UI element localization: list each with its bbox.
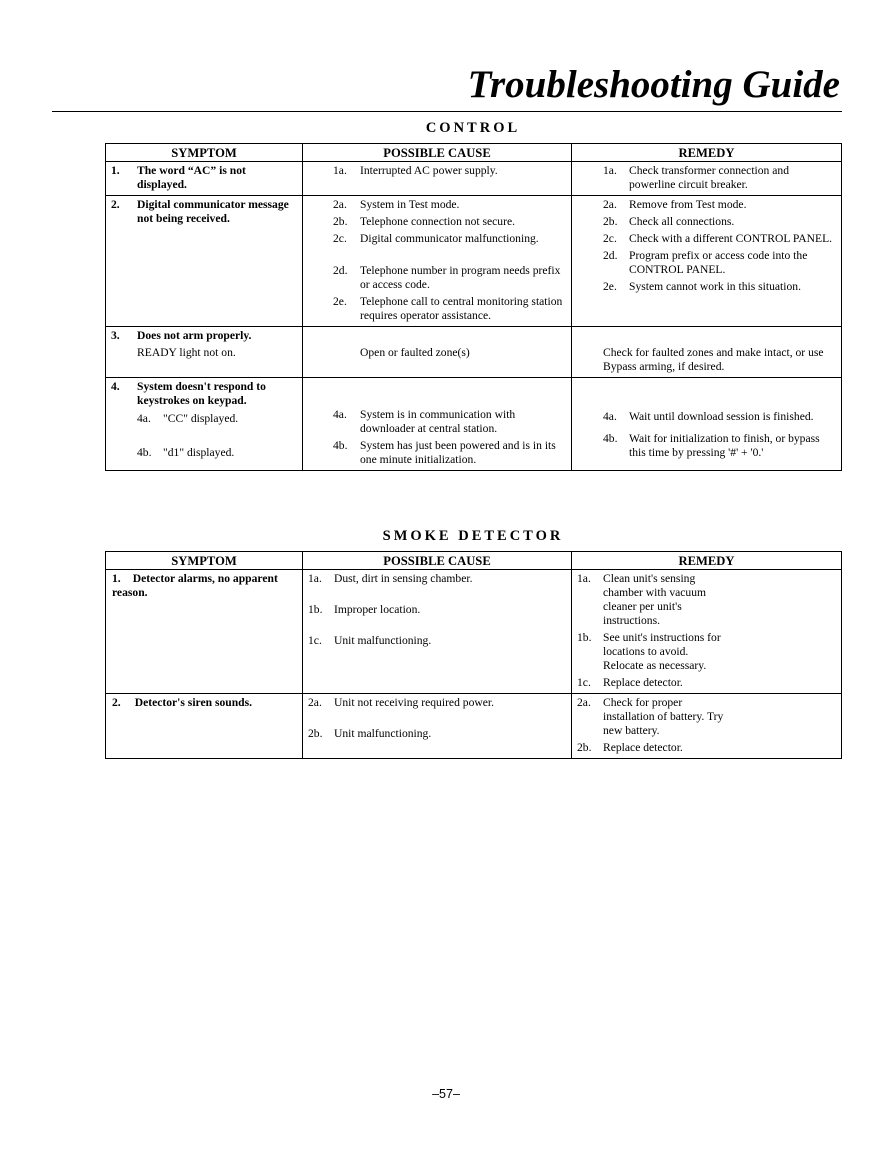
cause-number: 1a.: [333, 164, 347, 177]
cause-text: System is in communication with downloader at central station.: [360, 408, 516, 435]
cause-number: 1b.: [308, 603, 323, 616]
remedy-number: 2d.: [603, 249, 618, 262]
cause-text: Interrupted AC power supply.: [360, 164, 498, 177]
remedy-text: Clean unit's sensing chamber with vacuum cleaner per unit's instructions.: [603, 572, 707, 627]
cause-header: POSSIBLE CAUSE: [303, 552, 572, 570]
symptom-cell: [106, 196, 303, 327]
remedy-text: Wait until download session is finished.: [629, 410, 814, 423]
remedy-text: See unit's instructions for locations to avoid. Relocate as necessary.: [603, 631, 721, 672]
remedy-cell: [572, 378, 842, 471]
remedy-number: 1b.: [577, 631, 592, 644]
remedy-number: 2b.: [577, 741, 592, 754]
symptom-header: SYMPTOM: [106, 552, 303, 570]
remedy-text: Check for faulted zones and make intact, or use Bypass arming, if desired.: [603, 346, 824, 373]
cause-header: POSSIBLE CAUSE: [303, 144, 572, 162]
symptom-number: 4.: [111, 380, 120, 393]
cause-number: 1a.: [308, 572, 322, 585]
page-title: Troubleshooting Guide: [467, 63, 840, 106]
remedy-number: 2a.: [577, 696, 591, 709]
cause-number: 2b.: [333, 215, 348, 228]
cause-text: Telephone number in program needs prefix or access code.: [360, 264, 561, 291]
cause-number: 4b.: [333, 439, 348, 452]
remedy-cell: [572, 196, 842, 327]
cause-number: 4a.: [333, 408, 347, 421]
remedy-header: REMEDY: [572, 552, 842, 570]
cause-text: System has just been powered and is in its one minute initialization.: [360, 439, 556, 466]
cause-text: System in Test mode.: [360, 198, 460, 211]
cause-text: Unit not receiving required power.: [334, 696, 495, 709]
cause-number: 2b.: [308, 727, 323, 740]
symptom-text: System doesn't respond to keystrokes on keypad.: [137, 380, 266, 407]
remedy-cell: [572, 694, 842, 759]
remedy-number: 1a.: [577, 572, 591, 585]
remedy-number: 2c.: [603, 232, 617, 245]
remedy-number: 1c.: [577, 676, 591, 689]
symptom-sub-number: 4b.: [137, 446, 152, 459]
cause-cell: [303, 378, 572, 471]
cause-text: Digital communicator malfunctioning.: [360, 232, 539, 245]
remedy-number: 2b.: [603, 215, 618, 228]
table-header-row: [106, 552, 842, 570]
table-header-row: [106, 144, 842, 162]
table-row: [106, 570, 842, 694]
symptom-number: 2.: [111, 198, 120, 211]
remedy-number: 4a.: [603, 410, 617, 423]
cause-cell: [303, 694, 572, 759]
symptom-text: The word “AC” is not displayed.: [137, 164, 246, 191]
cause-number: 2a.: [333, 198, 347, 211]
remedy-header: REMEDY: [572, 144, 842, 162]
symptom-number: 1.: [111, 164, 120, 177]
remedy-text: Wait for initialization to finish, or bypass this time by pressing '#' + '0.': [629, 432, 820, 459]
cause-cell: [303, 570, 572, 694]
control-table: [105, 143, 842, 471]
smoke-detector-heading: SMOKE DETECTOR: [382, 528, 564, 544]
cause-text: Telephone connection not secure.: [360, 215, 515, 228]
cause-text: Dust, dirt in sensing chamber.: [334, 572, 473, 585]
cause-text: Improper location.: [334, 603, 421, 616]
symptom-cell: [106, 694, 303, 759]
symptom-number: 3.: [111, 329, 120, 342]
remedy-number: 4b.: [603, 432, 618, 445]
symptom-text: Does not arm properly.: [137, 329, 252, 342]
cause-number: 1c.: [308, 634, 322, 647]
remedy-text: Replace detector.: [603, 741, 683, 754]
remedy-text: Program prefix or access code into the CONTROL PANEL.: [629, 249, 808, 276]
cause-text: Open or faulted zone(s): [360, 346, 470, 359]
symptom-text: Detector alarms, no apparent reason.: [112, 572, 278, 599]
remedy-text: Check for proper installation of battery. Try new battery.: [603, 696, 724, 737]
table-row: [106, 327, 842, 378]
table-row: [106, 694, 842, 759]
symptom-detail: READY light not on.: [137, 346, 236, 359]
symptom-number: 2.: [112, 696, 121, 709]
cause-cell: [303, 162, 572, 196]
remedy-text: Remove from Test mode.: [629, 198, 747, 211]
symptom-header: SYMPTOM: [106, 144, 303, 162]
cause-number: 2d.: [333, 264, 348, 277]
remedy-cell: [572, 570, 842, 694]
remedy-number: 2a.: [603, 198, 617, 211]
remedy-text: Check with a different CONTROL PANEL.: [629, 232, 833, 245]
cause-cell: [303, 196, 572, 327]
table-row: [106, 196, 842, 327]
table-row: [106, 162, 842, 196]
remedy-number: 1a.: [603, 164, 617, 177]
table-row: [106, 378, 842, 471]
symptom-number: 1.: [112, 572, 121, 585]
remedy-text: Check all connections.: [629, 215, 735, 228]
symptom-text: Detector's siren sounds.: [134, 696, 253, 709]
title-rule: [52, 111, 842, 112]
symptom-cell: [106, 327, 303, 378]
cause-cell: [303, 327, 572, 378]
remedy-text: Check transformer connection and powerline circuit breaker.: [629, 164, 789, 191]
symptom-sub-number: 4a.: [137, 412, 151, 425]
remedy-text: Replace detector.: [603, 676, 683, 689]
symptom-cell: [106, 162, 303, 196]
remedy-cell: [572, 327, 842, 378]
remedy-cell: [572, 162, 842, 196]
remedy-text: System cannot work in this situation.: [629, 280, 801, 293]
cause-number: 2a.: [308, 696, 322, 709]
remedy-number: 2e.: [603, 280, 617, 293]
cause-number: 2c.: [333, 232, 347, 245]
symptom-sub-text: "d1" displayed.: [163, 446, 235, 459]
control-heading: CONTROL: [425, 120, 521, 136]
symptom-text: Digital communicator message not being received.: [137, 198, 289, 225]
cause-number: 2e.: [333, 295, 347, 308]
cause-text: Telephone call to central monitoring station requires operator assistance.: [360, 295, 563, 322]
cause-text: Unit malfunctioning.: [334, 727, 432, 740]
smoke-detector-table: [105, 551, 842, 759]
symptom-cell: [106, 570, 303, 694]
page-number: –57–: [432, 1087, 460, 1101]
symptom-cell: [106, 378, 303, 471]
cause-text: Unit malfunctioning.: [334, 634, 432, 647]
symptom-sub-text: "CC" displayed.: [163, 412, 239, 425]
